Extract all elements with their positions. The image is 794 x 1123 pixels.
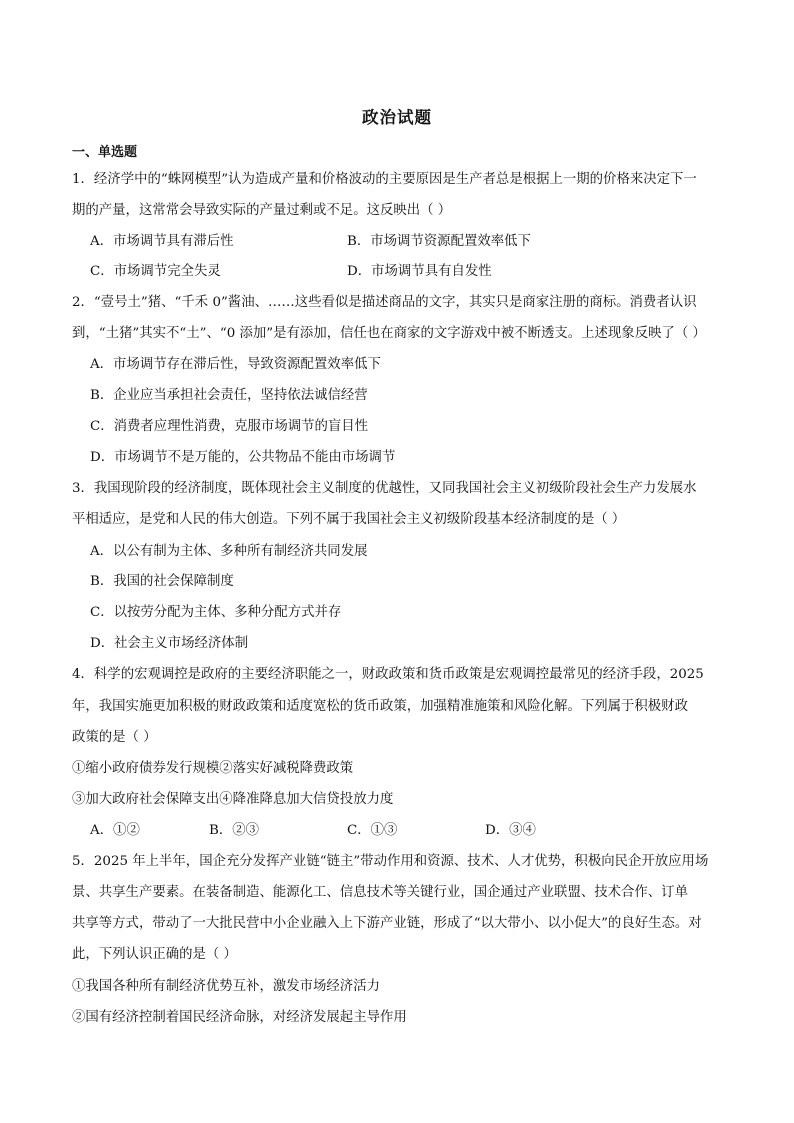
q1-stem-line-1: 1．经济学中的“蛛网模型”认为造成产量和价格波动的主要原因是生产者总是根据上一期的价格来决定下一 bbox=[72, 172, 697, 187]
q5-stem-line-1: 5．2025 年上半年，国企充分发挥产业链“链主”带动作用和资源、技术、人才优势，积极向民企开放应用场 bbox=[72, 854, 709, 869]
q3-option-a: A．以公有制为主体、多种所有制经济共同发展 bbox=[90, 544, 368, 559]
q4-statements-2: ③加大政府社会保障支出④降准降息加大信贷投放力度 bbox=[72, 792, 394, 807]
q4-statements-1: ①缩小政府债券发行规模②落实好减税降费政策 bbox=[72, 761, 354, 776]
section-heading: 一、单选题 bbox=[72, 145, 138, 160]
q5-stem-line-3: 共享等方式，带动了一大批民营中小企业融入上下游产业链，形成了“以大带小、以小促大”的良好生态。对 bbox=[72, 916, 702, 931]
q3-stem-line-2: 平相适应，是党和人民的伟大创造。下列不属于我国社会主义初级阶段基本经济制度的是（ ） bbox=[72, 512, 626, 527]
q5-stem-line-2: 景、共享生产要素。在装备制造、能源化工、信息技术等关键行业，国企通过产业联盟、技术合作、订单 bbox=[72, 885, 688, 900]
q5-statements-1: ①我国各种所有制经济优势互补，激发市场经济活力 bbox=[72, 979, 380, 994]
q3-option-c: C．以按劳分配为主体、多种分配方式并存 bbox=[90, 605, 342, 620]
q3-option-d: D．社会主义市场经济体制 bbox=[90, 636, 249, 651]
q1-option-c: C．市场调节完全失灵 bbox=[90, 264, 221, 279]
q2-option-c: C．消费者应理性消费，克服市场调节的盲目性 bbox=[90, 419, 369, 434]
q4-option-a: A．①② bbox=[90, 823, 140, 838]
q5-statements-2: ②国有经济控制着国民经济命脉，对经济发展起主导作用 bbox=[72, 1010, 407, 1025]
q3-option-b: B．我国的社会保障制度 bbox=[90, 574, 234, 589]
q1-option-d: D．市场调节具有自发性 bbox=[347, 264, 492, 279]
q2-option-b: B．企业应当承担社会责任，坚持依法诚信经营 bbox=[90, 388, 368, 403]
q4-option-d: D．③④ bbox=[485, 823, 536, 838]
q4-option-c: C．①③ bbox=[347, 823, 398, 838]
q4-stem-line-2: 年，我国实施更加积极的财政政策和适度宽松的货币政策，加强精准施策和风险化解。下列属于积极财政 bbox=[72, 699, 688, 714]
q2-stem-line-2: 到，“土猪”其实不“土”、“0 添加”是有添加，信任也在商家的文字游戏中被不断透支。上述现象反映了（ ） bbox=[72, 326, 706, 341]
q4-option-b: B．②③ bbox=[209, 823, 260, 838]
q1-option-b: B．市场调节资源配置效率低下 bbox=[347, 234, 531, 249]
q2-stem-line-1: 2．“壹号土”猪、“千禾 0”酱油、……这些看似是描述商品的文字，其实只是商家注册的商标。消费者认识 bbox=[72, 295, 697, 310]
page-title: 政治试题 bbox=[362, 108, 432, 127]
q4-stem-line-3: 政策的是（ ） bbox=[72, 730, 157, 745]
q2-option-a: A．市场调节存在滞后性，导致资源配置效率低下 bbox=[90, 357, 381, 372]
q4-stem-line-1: 4．科学的宏观调控是政府的主要经济职能之一，财政政策和货币政策是宏观调控最常见的经济手段，2025 bbox=[72, 667, 704, 682]
q2-option-d: D．市场调节不是万能的，公共物品不能由市场调节 bbox=[90, 450, 396, 465]
q1-option-a: A．市场调节具有滞后性 bbox=[90, 234, 234, 249]
q5-stem-line-4: 此，下列认识正确的是（ ） bbox=[72, 947, 237, 962]
q3-stem-line-1: 3．我国现阶段的经济制度，既体现社会主义制度的优越性，又同我国社会主义初级阶段社会生产力发展水 bbox=[72, 481, 697, 496]
q1-stem-line-2: 期的产量，这常常会导致实际的产量过剩或不足。这反映出（ ） bbox=[72, 203, 452, 218]
